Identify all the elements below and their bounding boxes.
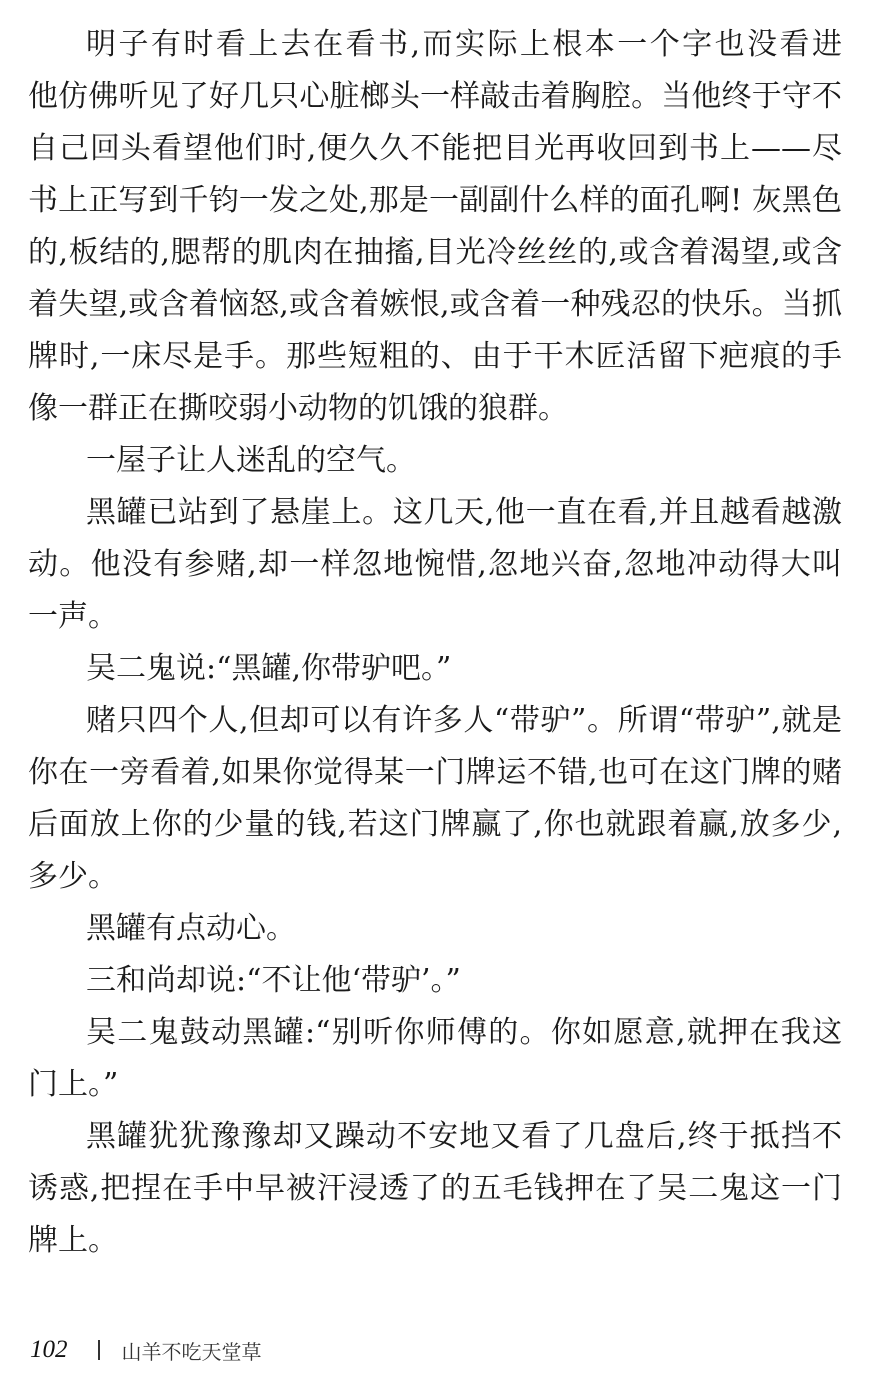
text-line: 着失望,或含着恼怒,或含着嫉恨,或含着一种残忍的快乐。当抓 (28, 287, 842, 322)
text-line: 黑罐已站到了悬崖上。这几天,他一直在看,并且越看越激 (86, 495, 842, 530)
text-line: 你在一旁看着,如果你觉得某一门牌运不错,也可在这门牌的赌 (28, 755, 842, 790)
text-line: 牌时,一床尽是手。那些短粗的、由于干木匠活留下疤痕的手 (28, 339, 842, 374)
page-number: 102 (30, 1336, 68, 1363)
text-line: 书上正写到千钧一发之处,那是一副副什么样的面孔啊! 灰黑色 (28, 183, 842, 218)
text-line: 吴二鬼说:“黑罐,你带驴吧。” (86, 651, 452, 686)
text-line: 像一群正在撕咬弱小动物的饥饿的狼群。 (28, 391, 568, 426)
text-line: 黑罐有点动心。 (86, 911, 296, 946)
text-line: 他仿佛听见了好几只心脏榔头一样敲击着胸腔。当他终于守不 (28, 79, 842, 114)
text-line: 牌上。 (28, 1223, 118, 1258)
text-line: 三和尚却说:“不让他‘带驴’。” (86, 963, 461, 998)
text-line: 一声。 (28, 599, 118, 634)
text-line: 自己回头看望他们时,便久久不能把目光再收回到书上——尽 (28, 131, 842, 166)
text-line: 明子有时看上去在看书,而实际上根本一个字也没看进 (86, 27, 842, 62)
text-line: 多少。 (28, 859, 118, 894)
text-line: 黑罐犹犹豫豫却又躁动不安地又看了几盘后,终于抵挡不 (86, 1119, 842, 1154)
text-line: 吴二鬼鼓动黑罐:“别听你师傅的。你如愿意,就押在我这 (86, 1015, 842, 1050)
text-line: 的,板结的,腮帮的肌肉在抽搐,目光冷丝丝的,或含着渴望,或含 (28, 235, 842, 270)
text-line: 赌只四个人,但却可以有许多人“带驴”。所谓“带驴”,就是 (86, 703, 842, 738)
text-line: 门上。” (28, 1067, 119, 1102)
text-line: 动。他没有参赌,却一样忽地惋惜,忽地兴奋,忽地冲动得大叫 (28, 547, 842, 582)
book-title: 山羊不吃天堂草 (121, 1339, 262, 1364)
text-line: 后面放上你的少量的钱,若这门牌赢了,你也就跟着赢,放多少, (28, 807, 842, 842)
text-line: 一屋子让人迷乱的空气。 (86, 443, 416, 478)
page-footer (30, 1332, 262, 1368)
body-text (28, 19, 842, 1267)
footer-divider (98, 1340, 100, 1360)
text-line: 诱惑,把捏在手中早被汗浸透了的五毛钱押在了吴二鬼这一门 (28, 1171, 842, 1206)
